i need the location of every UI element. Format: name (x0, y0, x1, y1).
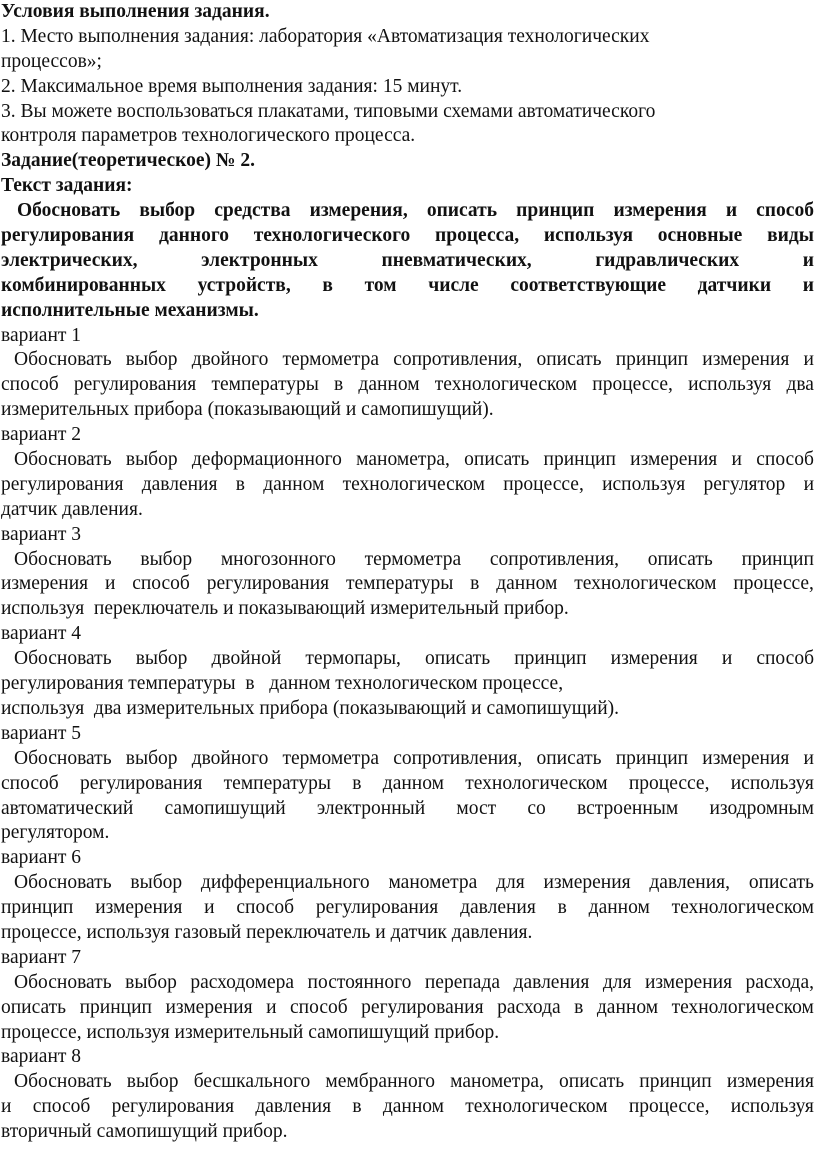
word: манометра, (356, 449, 450, 471)
word: гидравлических (595, 249, 740, 271)
word: Обосновать (14, 747, 112, 769)
word: Обосновать (14, 349, 112, 371)
word: данном (496, 573, 558, 595)
word: постоянного (307, 971, 412, 993)
word: выбор (125, 449, 178, 471)
word: измерения (610, 648, 698, 670)
word: измерения (165, 996, 253, 1018)
word: способ (1, 772, 59, 794)
word: способ (132, 573, 190, 595)
word: технологическом (671, 996, 814, 1018)
word: процессе, (733, 573, 814, 595)
word: мембранного (325, 1071, 435, 1093)
word: используя (688, 374, 772, 396)
word: данном (382, 772, 444, 794)
word: измерения (543, 872, 631, 894)
word: описать (536, 349, 602, 371)
variant-text-line (1, 647, 814, 672)
word: двойного (191, 747, 269, 769)
variant-text-line (1, 871, 814, 896)
word: в (352, 772, 362, 794)
word: выбор (125, 349, 178, 371)
word: принцип (516, 200, 595, 222)
variant-text-line (1, 448, 814, 473)
condition-item-1: 1. Место выполнения задания: лаборатория «Автоматизация технологических (1, 25, 650, 47)
word: процессе, (628, 1096, 710, 1118)
word: для (496, 872, 525, 894)
variant-text-line (1, 772, 814, 797)
word: регулирования (73, 374, 197, 396)
word: используя (602, 473, 686, 495)
word: описать (464, 449, 530, 471)
word: выбор (126, 1071, 179, 1093)
variant-label: вариант 6 (1, 847, 82, 869)
variant-text-line (1, 373, 814, 398)
variant-block (1, 946, 814, 1046)
word: описать (425, 648, 491, 670)
word: описать (559, 1071, 625, 1093)
condition-item-1-cont: процессов»; (1, 50, 102, 72)
word: измерения (613, 200, 707, 222)
word: манометра, (450, 1071, 544, 1093)
word: регулирования (361, 996, 484, 1018)
word: расхода, (745, 971, 814, 993)
word: процессе, (592, 374, 673, 396)
word: регулирования (206, 573, 330, 595)
word: и (803, 349, 814, 371)
word: в (352, 1096, 362, 1118)
variant-block (1, 523, 814, 623)
word: и (104, 573, 116, 595)
word: в (470, 573, 480, 595)
word: данном (588, 897, 650, 919)
word: технологическом (671, 897, 814, 919)
variant-text-line (1, 1070, 814, 1095)
word: принцип (639, 1071, 712, 1093)
variant-text-line (1, 797, 814, 822)
variant-text-last: используя два измерительных прибора (показывающий и самопишущий). (1, 697, 619, 719)
word: для (602, 971, 632, 993)
variant-text-line (1, 896, 814, 921)
word: измерения (702, 747, 790, 769)
word: регулятор (703, 473, 786, 495)
word: способ (290, 996, 348, 1018)
word: изодромным (709, 797, 814, 819)
word: измерения (702, 349, 790, 371)
variant-block (1, 722, 814, 846)
word: основные (657, 225, 743, 247)
word: устройств, (197, 274, 291, 296)
word: описать (536, 747, 602, 769)
variant-label: вариант 4 (1, 623, 82, 645)
variant-text-line: регулирования температуры в данном технологическом процессе, (1, 673, 564, 695)
word: Обосновать (17, 200, 121, 222)
word: Обосновать (14, 872, 112, 894)
word: встроенным (577, 797, 679, 819)
word: средства (214, 200, 291, 222)
word: способ (32, 1096, 91, 1118)
word: измерения (1, 573, 89, 595)
word: Обосновать (14, 548, 112, 570)
word: способ (1, 374, 59, 396)
word: Обосновать (14, 971, 112, 993)
word: выбор (135, 648, 188, 670)
word: принцип (79, 996, 152, 1018)
word: перепада (424, 971, 501, 993)
word: и (725, 200, 738, 222)
word: расходомера (190, 971, 295, 993)
task-title: Задание(теоретическое) № 2. (1, 150, 255, 172)
word: расхода (497, 996, 561, 1018)
word: в (334, 374, 344, 396)
word: процесса, (434, 225, 520, 247)
condition-item-3: 3. Вы можете воспользоваться плакатами, типовыми схемами автоматического (1, 100, 656, 122)
word: технологическом (465, 1096, 608, 1118)
word: и (802, 274, 814, 296)
word: термометра (282, 349, 380, 371)
word: принцип (1, 897, 74, 919)
word: описать (426, 200, 498, 222)
word: температуры (345, 573, 454, 595)
word: выбор (125, 971, 177, 993)
variant-text-last: процессе, используя газовый переключатель и датчик давления. (1, 921, 533, 943)
word: деформационного (191, 449, 342, 471)
word: описать (748, 872, 814, 894)
variant-text-line (1, 1095, 814, 1120)
word: технологического (253, 225, 411, 247)
word: сопротивления, (489, 548, 619, 570)
word: технологическом (342, 473, 485, 495)
task-body-line (1, 199, 814, 224)
word: принцип (543, 449, 616, 471)
word: процессе, (628, 772, 710, 794)
word: принцип (615, 349, 689, 371)
word: измерения (726, 1071, 814, 1093)
word: и (721, 648, 733, 670)
variant-block (1, 846, 814, 946)
variant-text-line (1, 572, 814, 597)
word: давления (255, 1096, 332, 1118)
word: температуры (211, 374, 319, 396)
word: данном (596, 996, 659, 1018)
word: технологическом (574, 573, 717, 595)
word: способ (756, 200, 814, 222)
word: регулирования (111, 1096, 235, 1118)
variant-text-last: процессе, используя измерительный самопишущий прибор. (1, 1021, 500, 1043)
word: данном (358, 374, 420, 396)
variant-text-last: датчик давления. (1, 498, 143, 520)
word: процессе, (503, 473, 584, 495)
task-text-label: Текст задания: (1, 175, 133, 197)
variant-label: вариант 5 (1, 722, 82, 744)
word: измерения, (309, 200, 408, 222)
variant-label: вариант 7 (1, 946, 82, 968)
variant-text-last: вторичный самопишущий прибор. (1, 1121, 288, 1143)
word: электронный (316, 797, 426, 819)
variant-text-line (1, 548, 814, 573)
word: выбор (125, 747, 178, 769)
word: описать (1, 996, 67, 1018)
word: принцип (514, 648, 587, 670)
word: том (364, 274, 397, 296)
word: и (1, 1096, 12, 1118)
variant-label: вариант 8 (1, 1046, 82, 1068)
variant-block (1, 324, 814, 424)
word: термометра (364, 548, 462, 570)
word: автоматический (1, 797, 134, 819)
word: давления (460, 897, 536, 919)
variant-block (1, 622, 814, 722)
word: Обосновать (14, 449, 112, 471)
word: двойной (211, 648, 282, 670)
word: Обосновать (14, 648, 112, 670)
word: принцип (615, 747, 689, 769)
word: данном (263, 473, 325, 495)
variant-text-last: регулятором. (1, 822, 110, 844)
word: в (574, 996, 584, 1018)
word: и (802, 249, 814, 271)
word: со (527, 797, 546, 819)
word: температуры (223, 772, 332, 794)
word: и (731, 449, 742, 471)
word: манометра (388, 872, 478, 894)
word: технологическом (465, 772, 608, 794)
word: данном (382, 1096, 444, 1118)
word: бесшкального (193, 1071, 311, 1093)
word: пневматических, (381, 249, 532, 271)
word: в (235, 473, 245, 495)
variant-label: вариант 1 (1, 324, 82, 346)
word: двойного (191, 349, 269, 371)
word: самопишущий (164, 797, 286, 819)
word: и (803, 473, 814, 495)
word: датчики (697, 274, 772, 296)
variants-list (1, 324, 814, 1145)
word: выбор (130, 872, 183, 894)
word: соответствующие (510, 274, 666, 296)
condition-item-3-cont: контроля параметров технологического процесса. (1, 125, 416, 147)
word: мост (456, 797, 497, 819)
task-body-line (1, 274, 814, 299)
variant-text-line (1, 348, 814, 373)
word: электронных (201, 249, 318, 271)
word: измерения (644, 971, 733, 993)
word: способ (756, 648, 814, 670)
word: сопротивления, (393, 349, 523, 371)
word: давления, (649, 872, 731, 894)
variant-label: вариант 3 (1, 523, 82, 545)
task-body-line (1, 224, 814, 249)
word: регулирования (1, 473, 124, 495)
word: в (322, 274, 333, 296)
word: Обосновать (14, 1071, 112, 1093)
word: технологическом (434, 374, 578, 396)
word: используя (730, 772, 814, 794)
word: данного (158, 225, 229, 247)
word: термометра (282, 747, 380, 769)
word: принцип (741, 548, 814, 570)
word: и (266, 996, 277, 1018)
word: способ (236, 897, 295, 919)
task-body (1, 199, 814, 323)
variant-block (1, 1045, 814, 1145)
word: описать (647, 548, 713, 570)
variant-label: вариант 2 (1, 424, 82, 446)
word: числе (428, 274, 479, 296)
word: в (557, 897, 567, 919)
word: выбор (139, 200, 196, 222)
word: выбор (140, 548, 193, 570)
word: используя (730, 1096, 814, 1118)
word: измерения (95, 897, 183, 919)
word: виды (767, 225, 814, 247)
word: регулирования (79, 772, 203, 794)
word: давления (513, 971, 590, 993)
word: и (204, 897, 215, 919)
word: регулирования (315, 897, 439, 919)
word: дифференциального (200, 872, 370, 894)
word: два (786, 374, 814, 396)
word: регулирования (1, 225, 135, 247)
word: термопары, (305, 648, 401, 670)
variant-text-line (1, 971, 814, 996)
condition-item-2: 2. Максимальное время выполнения задания: 15 минут. (1, 75, 463, 97)
word: способ (756, 449, 814, 471)
word: комбинированных (1, 274, 166, 296)
word: многозонного (220, 548, 336, 570)
variant-text-line (1, 747, 814, 772)
word: давления (141, 473, 218, 495)
task-body-last: исполнительные механизмы. (1, 299, 259, 321)
word: измерения (630, 449, 718, 471)
task-body-line (1, 249, 814, 274)
word: и (803, 747, 814, 769)
variant-block (1, 423, 814, 523)
word: электрических, (1, 249, 138, 271)
word: сопротивления, (393, 747, 523, 769)
conditions-heading: Условия выполнения задания. (1, 1, 270, 22)
variant-text-line (1, 996, 814, 1021)
variant-text-line (1, 473, 814, 498)
variant-text-last: измерительных прибора (показывающий и самопишущий). (1, 399, 494, 421)
word: используя (543, 225, 634, 247)
variant-text-last: используя переключатель и показывающий измерительный прибор. (1, 598, 569, 620)
